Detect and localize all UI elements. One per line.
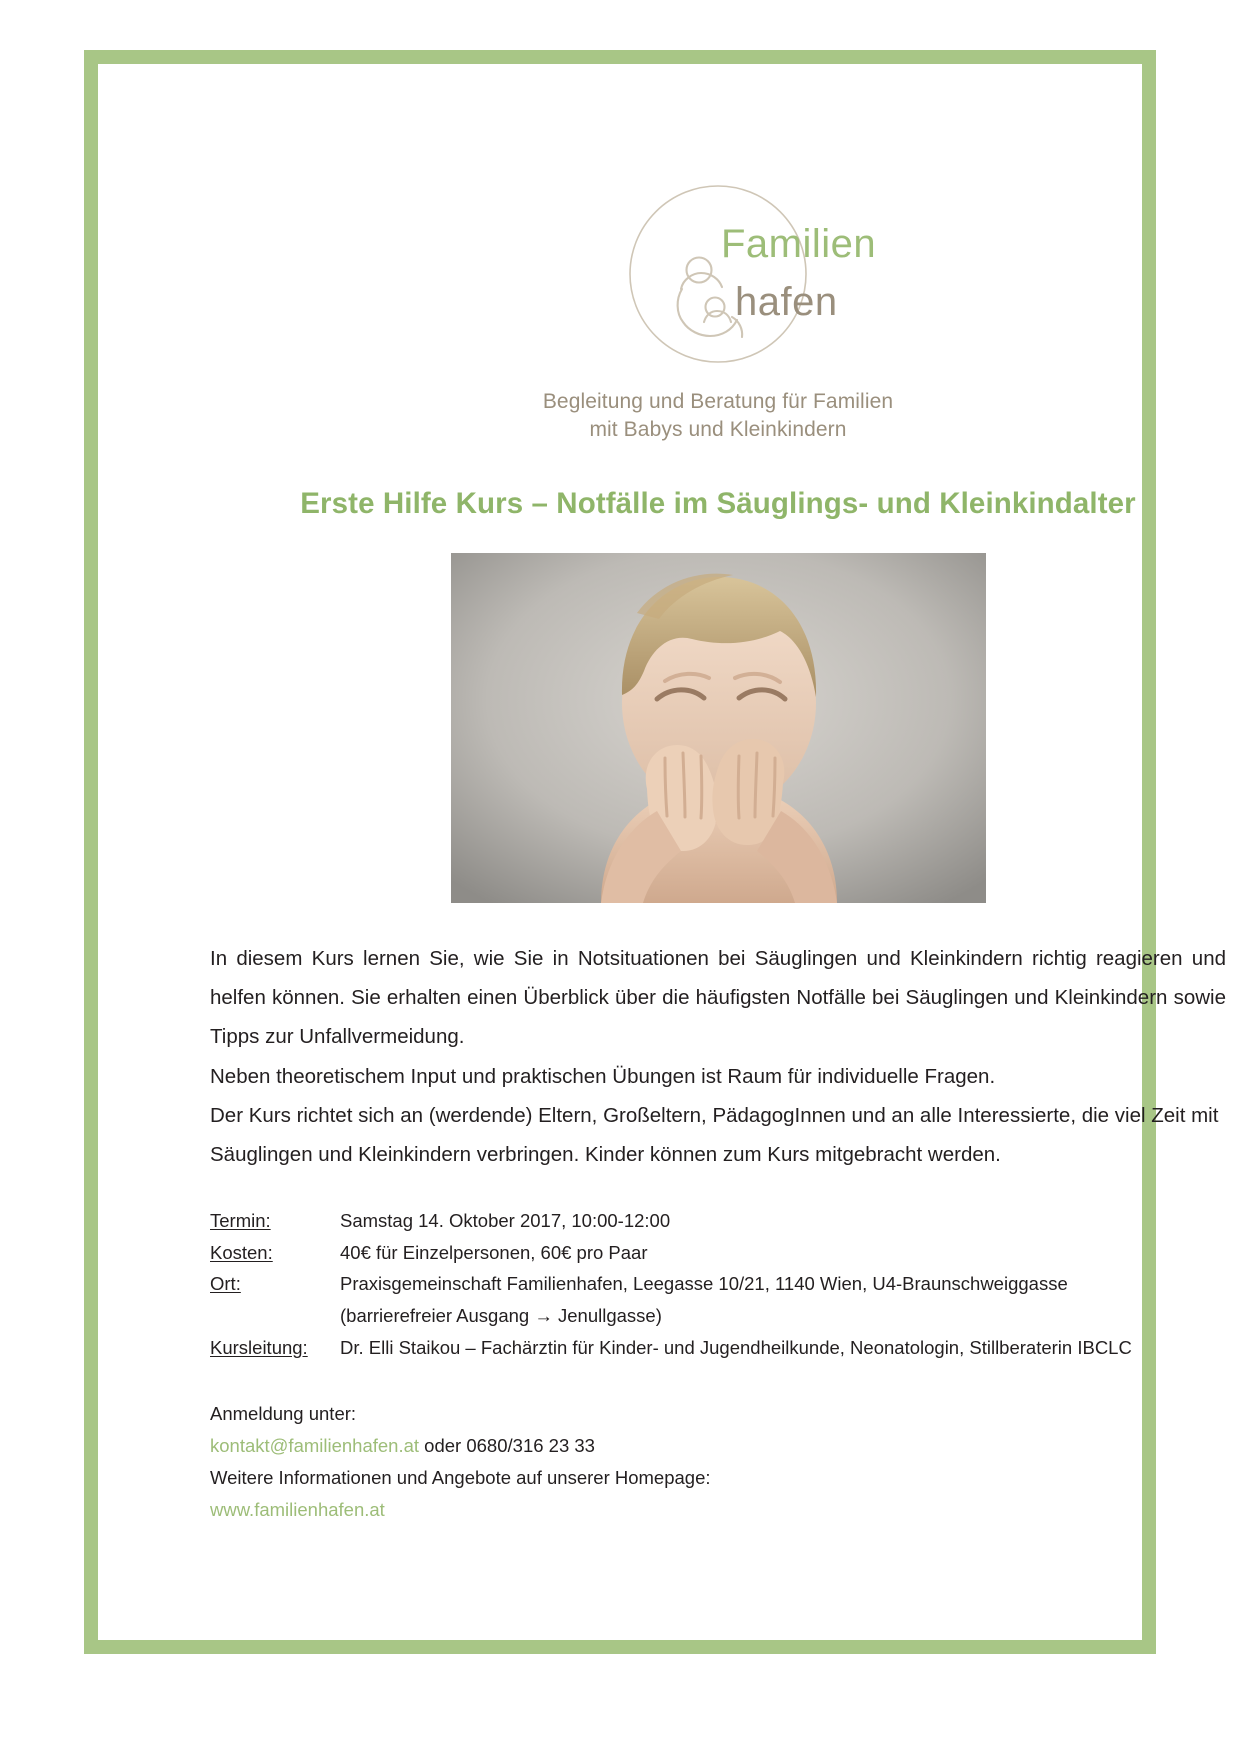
detail-value-ort-line1: Praxisgemeinschaft Familienhafen, Leegasse 10/21, 1140 Wien, U4-Braunschweiggasse xyxy=(340,1273,1068,1295)
phone-text: oder 0680/316 23 33 xyxy=(419,1435,595,1457)
detail-value-kosten: 40€ für Einzelpersonen, 60€ pro Paar xyxy=(340,1241,648,1263)
email-link[interactable]: kontakt@familienhafen.at xyxy=(210,1435,420,1457)
detail-label-ort: Ort: xyxy=(210,1273,241,1295)
green-border-frame xyxy=(84,50,1226,1654)
detail-label-kosten: Kosten: xyxy=(210,1241,273,1263)
contact-line xyxy=(210,1430,1226,1462)
detail-row-termin xyxy=(210,1205,1226,1237)
description-paragraph-2: Neben theoretischem Input und praktischen Übungen ist Raum für individuelle Fragen. xyxy=(210,1064,996,1088)
detail-label-kursleitung: Kursleitung: xyxy=(210,1337,308,1359)
detail-row-kursleitung xyxy=(210,1332,1226,1364)
familienhafen-logo-icon xyxy=(603,176,877,376)
detail-value-ort xyxy=(340,1268,1226,1332)
crying-toddler-photo xyxy=(451,553,986,903)
logo-tagline-line2: mit Babys und Kleinkindern xyxy=(589,418,847,442)
detail-value-termin: Samstag 14. Oktober 2017, 10:00-12:00 xyxy=(340,1209,671,1231)
page-title: Erste Hilfe Kurs – Notfälle im Säuglings- und Kleinkindalter xyxy=(300,486,1136,520)
detail-row-kosten xyxy=(210,1237,1226,1269)
course-description xyxy=(210,939,1226,1175)
description-paragraph-3: Der Kurs richtet sich an (werdende) Eltern, Großeltern, PädagogInnen und an alle Interessierte, die viel Zeit mit Säuglingen und Kleinkindern verbringen. Kinder können zum Kurs mitgebracht werden. xyxy=(210,1104,1219,1167)
footer-contact xyxy=(210,1398,1226,1527)
registration-label: Anmeldung unter: xyxy=(210,1402,357,1424)
flyer-content xyxy=(210,142,1226,1690)
logo-block xyxy=(210,142,1226,445)
homepage-link[interactable]: www.familienhafen.at xyxy=(210,1499,385,1521)
detail-label-termin: Termin: xyxy=(210,1209,271,1231)
logo-brand-line2: hafen xyxy=(735,280,838,324)
logo-brand-line1: Familien xyxy=(721,222,877,266)
photo-container xyxy=(210,553,1226,903)
more-info-label: Weitere Informationen und Angebote auf unserer Homepage: xyxy=(210,1467,711,1489)
course-details xyxy=(210,1205,1226,1364)
logo-tagline xyxy=(543,388,893,445)
detail-row-ort xyxy=(210,1268,1226,1332)
detail-value-ort-line2: (barrierefreier Ausgang → Jenullgasse) xyxy=(340,1305,662,1327)
description-paragraph-1: In diesem Kurs lernen Sie, wie Sie in Notsituationen bei Säuglingen und Kleinkindern richtig reagieren und helfen können. Sie erhalten einen Überblick über die häufigsten Notfälle bei Säuglingen und Kleinkindern sowie Tipps zur Unfallvermeidung. xyxy=(210,946,1226,1049)
detail-value-kursleitung: Dr. Elli Staikou – Fachärztin für Kinder- und Jugendheilkunde, Neonatologin, Stillberaterin IBCLC xyxy=(340,1337,1132,1359)
logo-tagline-line1: Begleitung und Beratung für Familien xyxy=(542,390,894,413)
